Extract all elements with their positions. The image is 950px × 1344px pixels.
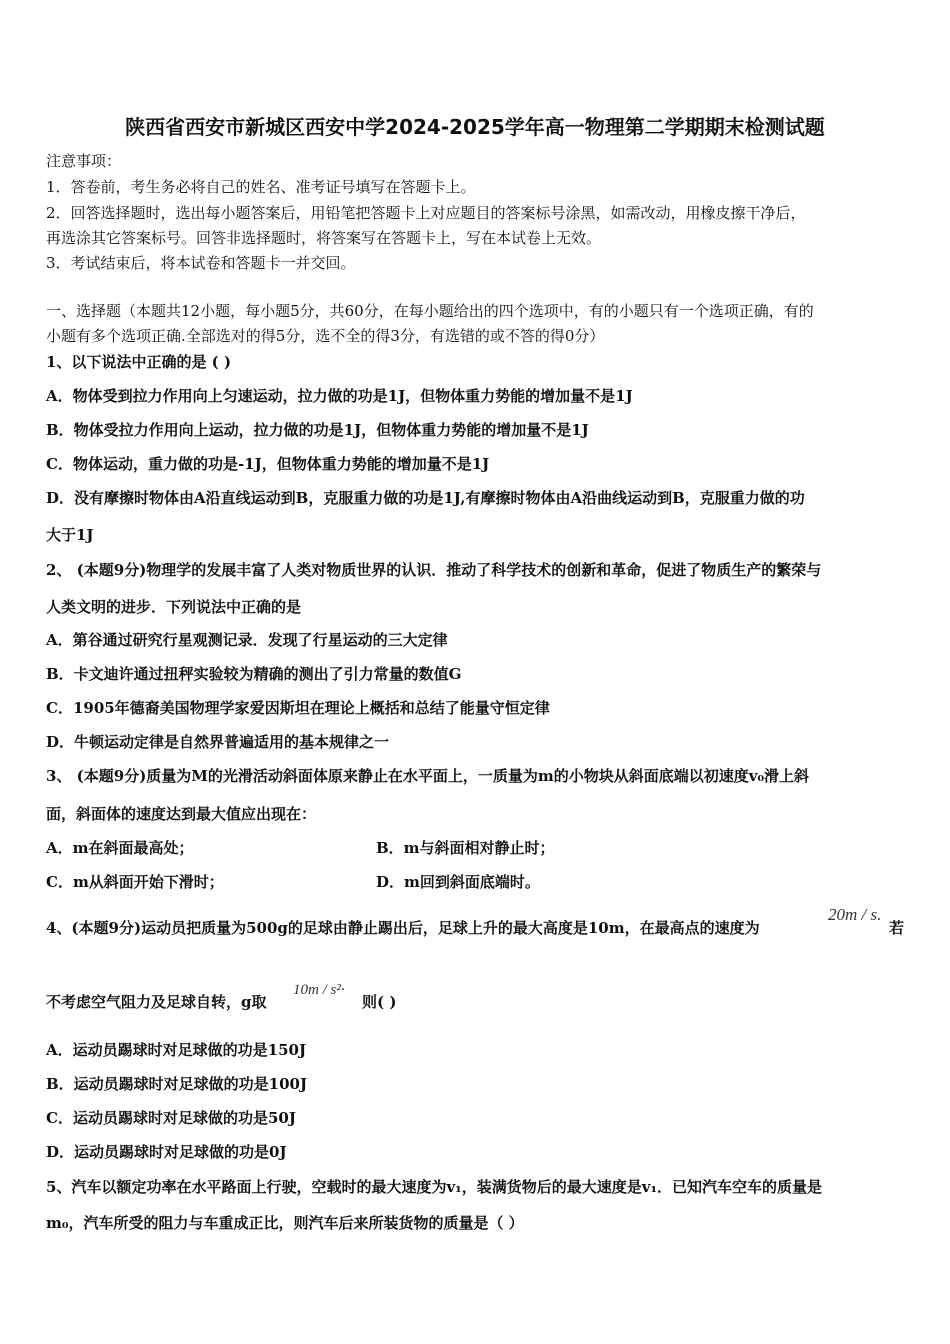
q3-option-d: D．m回到斜面底端时。	[376, 873, 540, 891]
q5-stem-line2: m₀，汽车所受的阻力与车重成正比，则汽车后来所装货物的质量是（ ）	[46, 1214, 524, 1232]
q1-option-d-line1: D．没有摩擦时物体由A沿直线运动到B，克服重力做的功是1J,有摩擦时物体由A沿曲线运动到B，克服重力做的功	[46, 489, 805, 507]
q4-stem-line1-end: 若	[889, 919, 905, 937]
q2-stem-line1: 2、 (本题9分)物理学的发展丰富了人类对物质世界的认识．推动了科学技术的创新和革命，促进了物质生产的繁荣与	[46, 561, 822, 579]
q2-option-b: B．卡文迪许通过扭秤实验较为精确的测出了引力常量的数值G	[46, 665, 462, 683]
q3-option-b: B．m与斜面相对静止时；	[376, 839, 555, 857]
notice-item-3: 3．考试结束后，将本试卷和答题卡一并交回。	[46, 254, 356, 272]
q4-formula-g: 10m / s²·	[293, 982, 345, 998]
q1-stem: 1、以下说法中正确的是 ( )	[46, 353, 232, 371]
q5-stem-line1: 5、汽车以额定功率在水平路面上行驶，空载时的最大速度为v₁，装满货物后的最大速度是v₁．已知汽车空车的质量是	[46, 1178, 823, 1196]
exam-title: 陕西省西安市新城区西安中学2024-2025学年高一物理第二学期期末检测试题	[125, 115, 825, 139]
q4-option-a: A．运动员踢球时对足球做的功是150J	[46, 1041, 307, 1059]
q4-stem-line2-end: 则( )	[362, 993, 397, 1011]
q3-option-a: A．m在斜面最高处；	[46, 839, 194, 857]
q4-option-b: B．运动员踢球时对足球做的功是100J	[46, 1075, 308, 1093]
section-instructions-2: 小题有多个选项正确.全部选对的得5分，选不全的得3分，有选错的或不答的得0分）	[46, 327, 605, 345]
q4-option-c: C．运动员踢球时对足球做的功是50J	[46, 1109, 296, 1127]
q2-option-a: A．第谷通过研究行星观测记录．发现了行星运动的三大定律	[46, 631, 448, 649]
section-instructions-1: 一、选择题（本题共12小题，每小题5分，共60分，在每小题给出的四个选项中，有的小题只有一个选项正确，有的	[46, 302, 814, 320]
q1-option-b: B．物体受拉力作用向上运动，拉力做的功是1J，但物体重力势能的增加量不是1J	[46, 421, 589, 439]
notice-heading: 注意事项：	[46, 152, 122, 170]
notice-item-2b: 再选涂其它答案标号。回答非选择题时，将答案写在答题卡上，写在本试卷上无效。	[46, 229, 602, 247]
q4-formula-speed: 20m / s.	[828, 905, 882, 924]
q1-option-d-line2: 大于1J	[46, 526, 94, 544]
q2-option-d: D．牛顿运动定律是自然界普遍适用的基本规律之一	[46, 733, 390, 751]
q4-option-d: D．运动员踢球时对足球做的功是0J	[46, 1143, 287, 1161]
q4-stem-line2: 不考虑空气阻力及足球自转，g取	[46, 993, 267, 1011]
q4-stem-line1: 4、(本题9分)运动员把质量为500g的足球由静止踢出后，足球上升的最大高度是10m，在最高点的速度为	[46, 919, 760, 937]
q1-option-c: C．物体运动，重力做的功是-1J，但物体重力势能的增加量不是1J	[46, 455, 490, 473]
q3-option-c: C．m从斜面开始下滑时；	[46, 873, 224, 891]
notice-item-2a: 2．回答选择题时，选出每小题答案后，用铅笔把答题卡上对应题目的答案标号涂黑，如需改动，用橡皮擦干净后，	[46, 204, 806, 222]
q2-stem-line2: 人类文明的进步．下列说法中正确的是	[46, 598, 302, 616]
q3-stem-line2: 面，斜面体的速度达到最大值应出现在：	[46, 805, 317, 823]
notice-item-1: 1．答卷前，考生务必将自己的姓名、准考证号填写在答题卡上。	[46, 178, 476, 196]
q1-option-a: A．物体受到拉力作用向上匀速运动，拉力做的功是1J，但物体重力势能的增加量不是1J	[46, 387, 633, 405]
q2-option-c: C．1905年德裔美国物理学家爱因斯坦在理论上概括和总结了能量守恒定律	[46, 699, 550, 717]
q3-stem-line1: 3、 (本题9分)质量为M的光滑活动斜面体原来静止在水平面上，一质量为m的小物块从斜面底端以初速度v₀滑上斜	[46, 767, 810, 785]
